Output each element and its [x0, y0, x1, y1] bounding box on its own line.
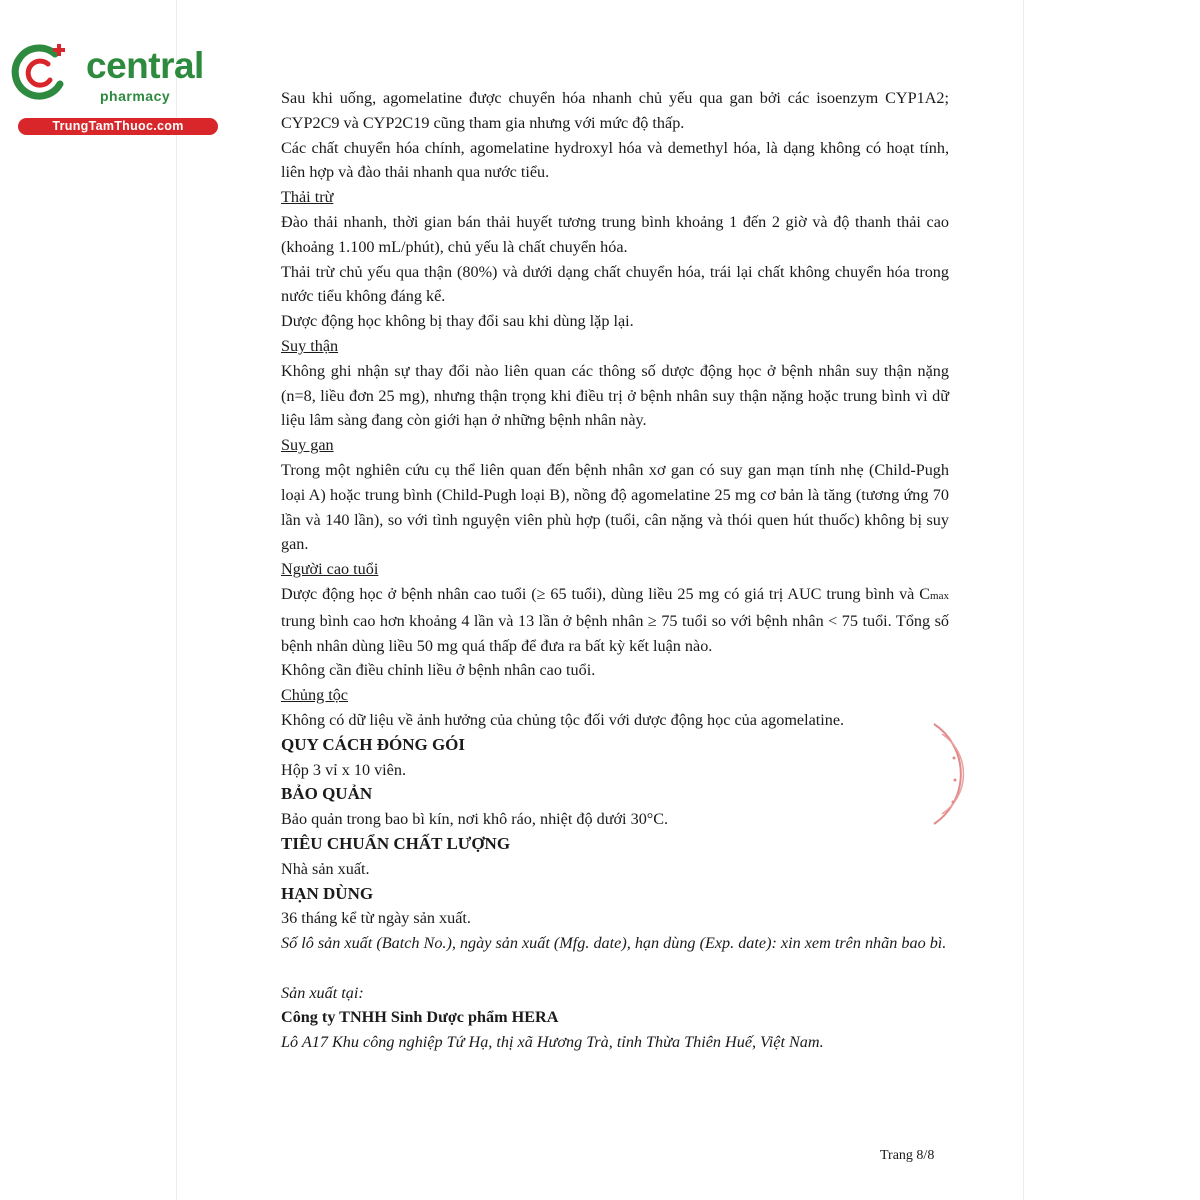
manufacturer-address: Lô A17 Khu công nghiệp Tứ Hạ, thị xã Hương Trà, tỉnh Thừa Thiên Huế, Việt Nam.: [281, 1033, 824, 1052]
manufacturer-name: Công ty TNHH Sinh Dược phẩm HERA: [281, 1008, 559, 1027]
paragraph: Các chất chuyển hóa chính, agomelatine hydroxyl hóa và demethyl hóa, là dạng không có hoạt tính, liên hợp và đào thải nhanh qua nước tiểu.: [281, 138, 949, 182]
paragraph: Sản xuất tại:: [281, 983, 364, 1002]
paragraph: Hộp 3 vỉ x 10 viên.: [281, 760, 406, 779]
paragraph: Thải trừ chủ yếu qua thận (80%) và dưới dạng chất chuyển hóa, trái lại chất không chuyển hóa trong nước tiểu không đáng kể.: [281, 262, 949, 306]
paragraph: Trong một nghiên cứu cụ thể liên quan đến bệnh nhân xơ gan có suy gan mạn tính nhẹ (Child-Pugh loại A) hoặc trung bình (Child-Pugh loại B), nồng độ agomelatine 25 mg cơ bản là tăng (tương ứng 70 lần và 140 lần), so với tình nguyện viên phù hợp (tuổi, cân nặng và thói quen hút thuốc) không bị suy gan.: [281, 460, 949, 554]
section-heading: Suy gan: [281, 436, 334, 455]
section-title: QUY CÁCH ĐÓNG GÓI: [281, 734, 466, 754]
text-run: Dược động học ở bệnh nhân cao tuổi (≥ 65 tuổi), dùng liều 25 mg có giá trị AUC trung bình và C: [281, 584, 931, 603]
paragraph: Không cần điều chỉnh liều ở bệnh nhân cao tuổi.: [281, 661, 596, 680]
stamp-icon: [928, 718, 968, 830]
paragraph: Số lô sản xuất (Batch No.), ngày sản xuất (Mfg. date), hạn dùng (Exp. date): xin xem trên nhãn bao bì.: [281, 934, 947, 953]
section-title: BẢO QUẢN: [281, 784, 373, 804]
section-heading: Chủng tộc: [281, 686, 348, 705]
spacer: [281, 956, 949, 981]
logo-name: central: [86, 45, 204, 86]
section-title: HẠN DÙNG: [281, 883, 374, 903]
paragraph: Không có dữ liệu về ảnh hưởng của chủng tộc đối với dược động học của agomelatine.: [281, 710, 845, 729]
paragraph: Đào thải nhanh, thời gian bán thải huyết tương trung bình khoảng 1 đến 2 giờ và độ thanh thải cao (khoảng 1.100 mL/phút), chủ yếu là chất chuyển hóa.: [281, 212, 949, 256]
section-title: TIÊU CHUẨN CHẤT LƯỢNG: [281, 833, 511, 853]
text-run: trung bình cao hơn khoảng 4 lần và 13 lần ở bệnh nhân ≥ 75 tuổi so với bệnh nhân < 75 tuổi. Tổng số bệnh nhân dùng liều 50 mg quá thấp để đưa ra bất kỳ kết luận nào.: [281, 611, 949, 655]
page-number: Trang 8/8: [880, 1148, 935, 1163]
paragraph: 36 tháng kể từ ngày sản xuất.: [281, 909, 471, 928]
paragraph: Nhà sản xuất.: [281, 859, 370, 878]
section-heading: Người cao tuổi: [281, 560, 379, 579]
section-heading: Suy thận: [281, 336, 339, 355]
paragraph: [281, 582, 949, 658]
paragraph: Bảo quản trong bao bì kín, nơi khô ráo, nhiệt độ dưới 30°C.: [281, 810, 669, 829]
paragraph: Không ghi nhận sự thay đổi nào liên quan các thông số dược động học ở bệnh nhân suy thận nặng (n=8, liều đơn 25 mg), nhưng thận trọng khi điều trị ở bệnh nhân suy thận nặng hoặc trung bình vì dữ liệu lâm sàng đang còn giới hạn ở những bệnh nhân này.: [281, 361, 949, 430]
document-body: [281, 86, 949, 1055]
pharmacy-cross-icon: [10, 42, 70, 102]
section-heading: Thải trừ: [281, 188, 334, 207]
logo-subtitle: pharmacy: [100, 88, 171, 104]
central-pharmacy-logo[interactable]: [10, 38, 215, 138]
paragraph: Dược động học không bị thay đổi sau khi dùng lặp lại.: [281, 312, 634, 331]
paragraph: Sau khi uống, agomelatine được chuyển hóa nhanh chủ yếu qua gan bởi các isoenzym CYP1A2; CYP2C9 và CYP2C19 cũng tham gia nhưng với mức độ thấp.: [281, 89, 949, 132]
subscript: max: [930, 589, 949, 602]
logo-banner: TrungTamThuoc.com: [18, 118, 218, 135]
